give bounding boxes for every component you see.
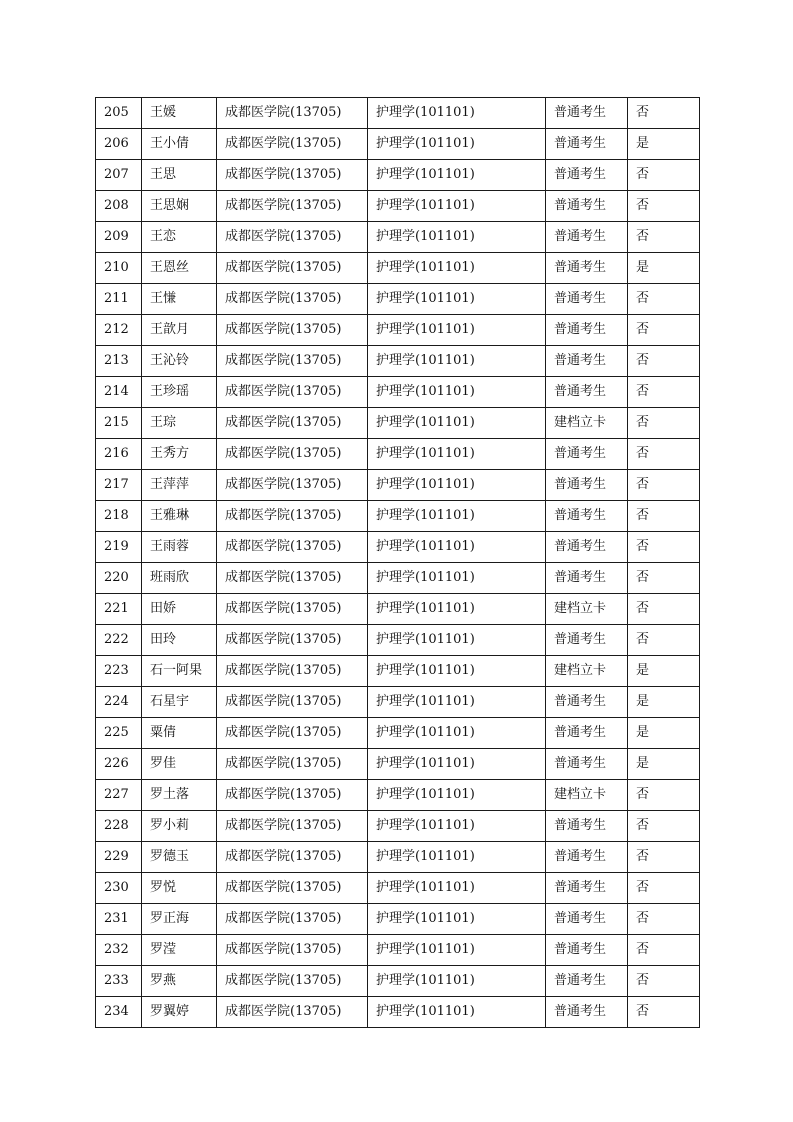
table-row <box>96 966 700 997</box>
student-name-cell: 罗佳 <box>142 749 217 780</box>
major-cell: 护理学(101101) <box>368 749 546 780</box>
candidate-type-cell: 普通考生 <box>546 718 628 749</box>
candidate-type-cell: 建档立卡 <box>546 408 628 439</box>
yes-no-flag-cell: 否 <box>628 501 700 532</box>
row-number-cell: 221 <box>96 594 142 625</box>
student-name-cell: 罗德玉 <box>142 842 217 873</box>
student-name-cell: 田玲 <box>142 625 217 656</box>
school-cell: 成都医学院(13705) <box>217 997 368 1028</box>
major-cell: 护理学(101101) <box>368 377 546 408</box>
table-row <box>96 346 700 377</box>
row-number-cell: 217 <box>96 470 142 501</box>
candidate-type-cell: 普通考生 <box>546 377 628 408</box>
yes-no-flag-cell: 否 <box>628 284 700 315</box>
student-name-cell: 石星宇 <box>142 687 217 718</box>
yes-no-flag-cell: 否 <box>628 811 700 842</box>
major-cell: 护理学(101101) <box>368 160 546 191</box>
school-cell: 成都医学院(13705) <box>217 656 368 687</box>
table-row <box>96 563 700 594</box>
student-name-cell: 王沁铃 <box>142 346 217 377</box>
table-row <box>96 904 700 935</box>
row-number-cell: 218 <box>96 501 142 532</box>
candidate-type-cell: 普通考生 <box>546 687 628 718</box>
student-name-cell: 王秀方 <box>142 439 217 470</box>
yes-no-flag-cell: 是 <box>628 129 700 160</box>
school-cell: 成都医学院(13705) <box>217 811 368 842</box>
major-cell: 护理学(101101) <box>368 563 546 594</box>
student-name-cell: 王珍瑶 <box>142 377 217 408</box>
table-row <box>96 501 700 532</box>
major-cell: 护理学(101101) <box>368 997 546 1028</box>
candidate-type-cell: 普通考生 <box>546 935 628 966</box>
row-number-cell: 226 <box>96 749 142 780</box>
candidate-type-cell: 普通考生 <box>546 191 628 222</box>
candidate-type-cell: 普通考生 <box>546 749 628 780</box>
student-name-cell: 罗悦 <box>142 873 217 904</box>
major-cell: 护理学(101101) <box>368 191 546 222</box>
student-name-cell: 王雅琳 <box>142 501 217 532</box>
table-row <box>96 222 700 253</box>
school-cell: 成都医学院(13705) <box>217 501 368 532</box>
candidate-type-cell: 普通考生 <box>546 842 628 873</box>
yes-no-flag-cell: 否 <box>628 997 700 1028</box>
table-row <box>96 439 700 470</box>
table-row <box>96 873 700 904</box>
yes-no-flag-cell: 否 <box>628 873 700 904</box>
table-row <box>96 160 700 191</box>
school-cell: 成都医学院(13705) <box>217 222 368 253</box>
row-number-cell: 223 <box>96 656 142 687</box>
major-cell: 护理学(101101) <box>368 780 546 811</box>
candidate-type-cell: 普通考生 <box>546 997 628 1028</box>
row-number-cell: 209 <box>96 222 142 253</box>
student-name-cell: 罗小莉 <box>142 811 217 842</box>
school-cell: 成都医学院(13705) <box>217 191 368 222</box>
student-name-cell: 王萍萍 <box>142 470 217 501</box>
row-number-cell: 205 <box>96 98 142 129</box>
row-number-cell: 216 <box>96 439 142 470</box>
school-cell: 成都医学院(13705) <box>217 439 368 470</box>
table-row <box>96 656 700 687</box>
row-number-cell: 222 <box>96 625 142 656</box>
candidate-type-cell: 普通考生 <box>546 315 628 346</box>
candidate-type-cell: 普通考生 <box>546 160 628 191</box>
candidate-type-cell: 建档立卡 <box>546 780 628 811</box>
row-number-cell: 215 <box>96 408 142 439</box>
candidate-type-cell: 普通考生 <box>546 98 628 129</box>
table-row <box>96 594 700 625</box>
table-row <box>96 780 700 811</box>
student-name-cell: 罗翼婷 <box>142 997 217 1028</box>
row-number-cell: 210 <box>96 253 142 284</box>
yes-no-flag-cell: 否 <box>628 563 700 594</box>
yes-no-flag-cell: 否 <box>628 439 700 470</box>
row-number-cell: 225 <box>96 718 142 749</box>
candidate-type-cell: 普通考生 <box>546 439 628 470</box>
major-cell: 护理学(101101) <box>368 346 546 377</box>
row-number-cell: 211 <box>96 284 142 315</box>
row-number-cell: 206 <box>96 129 142 160</box>
yes-no-flag-cell: 是 <box>628 687 700 718</box>
school-cell: 成都医学院(13705) <box>217 532 368 563</box>
major-cell: 护理学(101101) <box>368 811 546 842</box>
student-name-cell: 粟倩 <box>142 718 217 749</box>
student-name-cell: 罗正海 <box>142 904 217 935</box>
school-cell: 成都医学院(13705) <box>217 780 368 811</box>
yes-no-flag-cell: 否 <box>628 935 700 966</box>
school-cell: 成都医学院(13705) <box>217 749 368 780</box>
row-number-cell: 219 <box>96 532 142 563</box>
table-row <box>96 129 700 160</box>
table-row <box>96 687 700 718</box>
yes-no-flag-cell: 否 <box>628 160 700 191</box>
major-cell: 护理学(101101) <box>368 470 546 501</box>
school-cell: 成都医学院(13705) <box>217 253 368 284</box>
student-name-cell: 王慊 <box>142 284 217 315</box>
major-cell: 护理学(101101) <box>368 98 546 129</box>
major-cell: 护理学(101101) <box>368 315 546 346</box>
table-row <box>96 408 700 439</box>
row-number-cell: 232 <box>96 935 142 966</box>
major-cell: 护理学(101101) <box>368 966 546 997</box>
table-row <box>96 842 700 873</box>
row-number-cell: 207 <box>96 160 142 191</box>
yes-no-flag-cell: 否 <box>628 594 700 625</box>
row-number-cell: 233 <box>96 966 142 997</box>
table-row <box>96 377 700 408</box>
school-cell: 成都医学院(13705) <box>217 904 368 935</box>
school-cell: 成都医学院(13705) <box>217 160 368 191</box>
table-row <box>96 997 700 1028</box>
candidate-type-cell: 普通考生 <box>546 470 628 501</box>
yes-no-flag-cell: 否 <box>628 966 700 997</box>
yes-no-flag-cell: 是 <box>628 749 700 780</box>
table-row <box>96 315 700 346</box>
school-cell: 成都医学院(13705) <box>217 408 368 439</box>
major-cell: 护理学(101101) <box>368 842 546 873</box>
candidate-type-cell: 普通考生 <box>546 532 628 563</box>
table-row <box>96 625 700 656</box>
table-row <box>96 98 700 129</box>
candidate-type-cell: 普通考生 <box>546 284 628 315</box>
student-roster-table <box>95 97 700 1028</box>
school-cell: 成都医学院(13705) <box>217 966 368 997</box>
candidate-type-cell: 普通考生 <box>546 625 628 656</box>
row-number-cell: 213 <box>96 346 142 377</box>
yes-no-flag-cell: 否 <box>628 315 700 346</box>
table-row <box>96 532 700 563</box>
school-cell: 成都医学院(13705) <box>217 625 368 656</box>
major-cell: 护理学(101101) <box>368 594 546 625</box>
row-number-cell: 214 <box>96 377 142 408</box>
yes-no-flag-cell: 否 <box>628 842 700 873</box>
school-cell: 成都医学院(13705) <box>217 129 368 160</box>
table-row <box>96 253 700 284</box>
major-cell: 护理学(101101) <box>368 284 546 315</box>
student-name-cell: 班雨欣 <box>142 563 217 594</box>
candidate-type-cell: 普通考生 <box>546 873 628 904</box>
yes-no-flag-cell: 是 <box>628 253 700 284</box>
table-row <box>96 935 700 966</box>
major-cell: 护理学(101101) <box>368 904 546 935</box>
student-name-cell: 石一阿果 <box>142 656 217 687</box>
school-cell: 成都医学院(13705) <box>217 563 368 594</box>
candidate-type-cell: 普通考生 <box>546 129 628 160</box>
major-cell: 护理学(101101) <box>368 439 546 470</box>
yes-no-flag-cell: 否 <box>628 904 700 935</box>
school-cell: 成都医学院(13705) <box>217 377 368 408</box>
table-row <box>96 718 700 749</box>
student-name-cell: 罗燕 <box>142 966 217 997</box>
major-cell: 护理学(101101) <box>368 532 546 563</box>
major-cell: 护理学(101101) <box>368 408 546 439</box>
school-cell: 成都医学院(13705) <box>217 346 368 377</box>
table-row <box>96 470 700 501</box>
major-cell: 护理学(101101) <box>368 501 546 532</box>
yes-no-flag-cell: 否 <box>628 532 700 563</box>
school-cell: 成都医学院(13705) <box>217 935 368 966</box>
row-number-cell: 231 <box>96 904 142 935</box>
candidate-type-cell: 普通考生 <box>546 563 628 594</box>
candidate-type-cell: 建档立卡 <box>546 594 628 625</box>
major-cell: 护理学(101101) <box>368 222 546 253</box>
row-number-cell: 230 <box>96 873 142 904</box>
student-name-cell: 王媛 <box>142 98 217 129</box>
row-number-cell: 234 <box>96 997 142 1028</box>
student-name-cell: 王小倩 <box>142 129 217 160</box>
student-name-cell: 罗土落 <box>142 780 217 811</box>
major-cell: 护理学(101101) <box>368 253 546 284</box>
candidate-type-cell: 普通考生 <box>546 346 628 377</box>
yes-no-flag-cell: 否 <box>628 408 700 439</box>
school-cell: 成都医学院(13705) <box>217 687 368 718</box>
row-number-cell: 208 <box>96 191 142 222</box>
table-row <box>96 749 700 780</box>
yes-no-flag-cell: 否 <box>628 191 700 222</box>
yes-no-flag-cell: 否 <box>628 470 700 501</box>
student-name-cell: 田娇 <box>142 594 217 625</box>
yes-no-flag-cell: 是 <box>628 656 700 687</box>
school-cell: 成都医学院(13705) <box>217 470 368 501</box>
row-number-cell: 228 <box>96 811 142 842</box>
major-cell: 护理学(101101) <box>368 935 546 966</box>
major-cell: 护理学(101101) <box>368 718 546 749</box>
yes-no-flag-cell: 否 <box>628 346 700 377</box>
student-name-cell: 王恩丝 <box>142 253 217 284</box>
yes-no-flag-cell: 否 <box>628 780 700 811</box>
major-cell: 护理学(101101) <box>368 625 546 656</box>
yes-no-flag-cell: 否 <box>628 222 700 253</box>
major-cell: 护理学(101101) <box>368 873 546 904</box>
major-cell: 护理学(101101) <box>368 129 546 160</box>
school-cell: 成都医学院(13705) <box>217 873 368 904</box>
candidate-type-cell: 建档立卡 <box>546 656 628 687</box>
school-cell: 成都医学院(13705) <box>217 284 368 315</box>
roster-table-body <box>96 98 700 1028</box>
row-number-cell: 224 <box>96 687 142 718</box>
student-name-cell: 王雨蓉 <box>142 532 217 563</box>
table-row <box>96 191 700 222</box>
school-cell: 成都医学院(13705) <box>217 98 368 129</box>
yes-no-flag-cell: 是 <box>628 718 700 749</box>
school-cell: 成都医学院(13705) <box>217 594 368 625</box>
major-cell: 护理学(101101) <box>368 656 546 687</box>
school-cell: 成都医学院(13705) <box>217 842 368 873</box>
row-number-cell: 212 <box>96 315 142 346</box>
student-name-cell: 王恋 <box>142 222 217 253</box>
candidate-type-cell: 普通考生 <box>546 966 628 997</box>
student-name-cell: 王琮 <box>142 408 217 439</box>
school-cell: 成都医学院(13705) <box>217 315 368 346</box>
yes-no-flag-cell: 否 <box>628 98 700 129</box>
student-name-cell: 王思娴 <box>142 191 217 222</box>
candidate-type-cell: 普通考生 <box>546 501 628 532</box>
candidate-type-cell: 普通考生 <box>546 253 628 284</box>
row-number-cell: 220 <box>96 563 142 594</box>
candidate-type-cell: 普通考生 <box>546 222 628 253</box>
student-name-cell: 罗滢 <box>142 935 217 966</box>
row-number-cell: 229 <box>96 842 142 873</box>
yes-no-flag-cell: 否 <box>628 377 700 408</box>
table-row <box>96 284 700 315</box>
yes-no-flag-cell: 否 <box>628 625 700 656</box>
student-name-cell: 王歆月 <box>142 315 217 346</box>
table-row <box>96 811 700 842</box>
major-cell: 护理学(101101) <box>368 687 546 718</box>
candidate-type-cell: 普通考生 <box>546 904 628 935</box>
student-name-cell: 王思 <box>142 160 217 191</box>
row-number-cell: 227 <box>96 780 142 811</box>
candidate-type-cell: 普通考生 <box>546 811 628 842</box>
school-cell: 成都医学院(13705) <box>217 718 368 749</box>
